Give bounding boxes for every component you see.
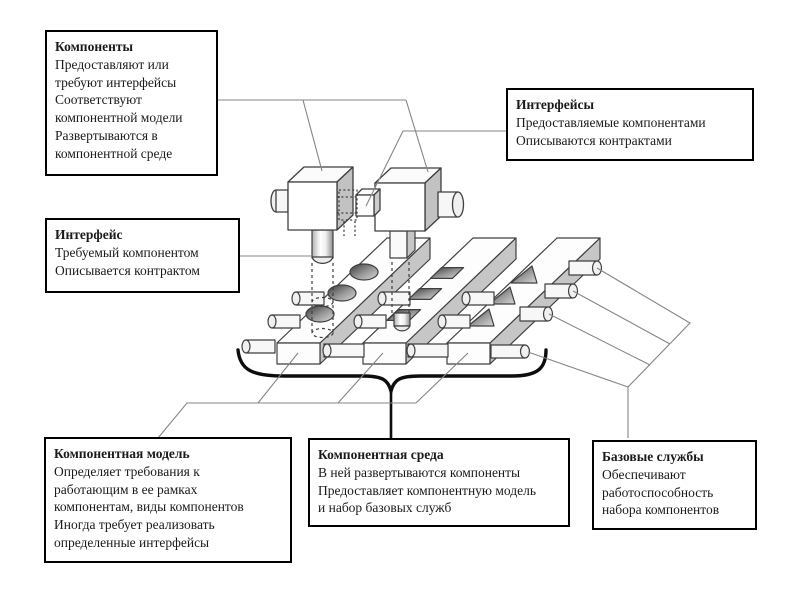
component-model-callout-line	[158, 353, 468, 438]
component-environment-line: Предоставляет компонентную модель	[318, 482, 537, 498]
components-line: компонентной модели	[55, 110, 183, 126]
component-environment-box	[308, 438, 570, 527]
components-title: Компоненты	[55, 39, 134, 54]
base-services-line: Обеспечивают	[602, 466, 686, 482]
interface-line: Описывается контрактом	[55, 262, 200, 278]
component-environment-boards	[242, 238, 602, 364]
interfaces-title: Интерфейсы	[516, 97, 595, 112]
interface-box	[45, 218, 240, 293]
component-model-line: работающим в ее рамках	[54, 481, 198, 497]
component-cube-left	[271, 167, 353, 230]
components-box	[45, 30, 218, 176]
interfaces-box	[506, 88, 754, 161]
base-services-line: работоспособность	[602, 484, 714, 500]
components-line: Предоставляют или	[55, 56, 169, 72]
base-services-line: набора компонентов	[602, 502, 720, 518]
component-environment-title: Компонентная среда	[318, 447, 444, 462]
base-services-box	[592, 440, 757, 530]
component-model-box	[44, 437, 292, 563]
components-line: Соответствуют	[55, 92, 142, 108]
interfaces-line: Описываются контрактами	[516, 132, 672, 148]
components-line: Развертываются в	[55, 128, 158, 144]
interface-title: Интерфейс	[55, 227, 123, 242]
component-cubes	[271, 167, 464, 236]
base-services-title: Базовые службы	[602, 449, 704, 464]
component-cube-right	[375, 168, 464, 231]
components-line: требуют интерфейсы	[55, 74, 177, 90]
components-line: компонентной среде	[55, 145, 173, 161]
components-callout-line	[218, 100, 428, 172]
component-model-title: Компонентная модель	[54, 446, 190, 461]
interface-line: Требуемый компонентом	[55, 244, 199, 260]
component-model-line: Определяет требования к	[54, 463, 200, 479]
component-model-line: определенные интерфейсы	[54, 535, 210, 551]
component-environment-line: В ней развертываются компоненты	[318, 464, 521, 480]
interfaces-line: Предоставляемые компонентами	[516, 114, 706, 130]
component-environment-line: и набор базовых служб	[318, 500, 452, 516]
component-model-line: компонентам, виды компонентов	[54, 499, 244, 515]
component-model-line: Иногда требует реализовать	[54, 517, 215, 533]
